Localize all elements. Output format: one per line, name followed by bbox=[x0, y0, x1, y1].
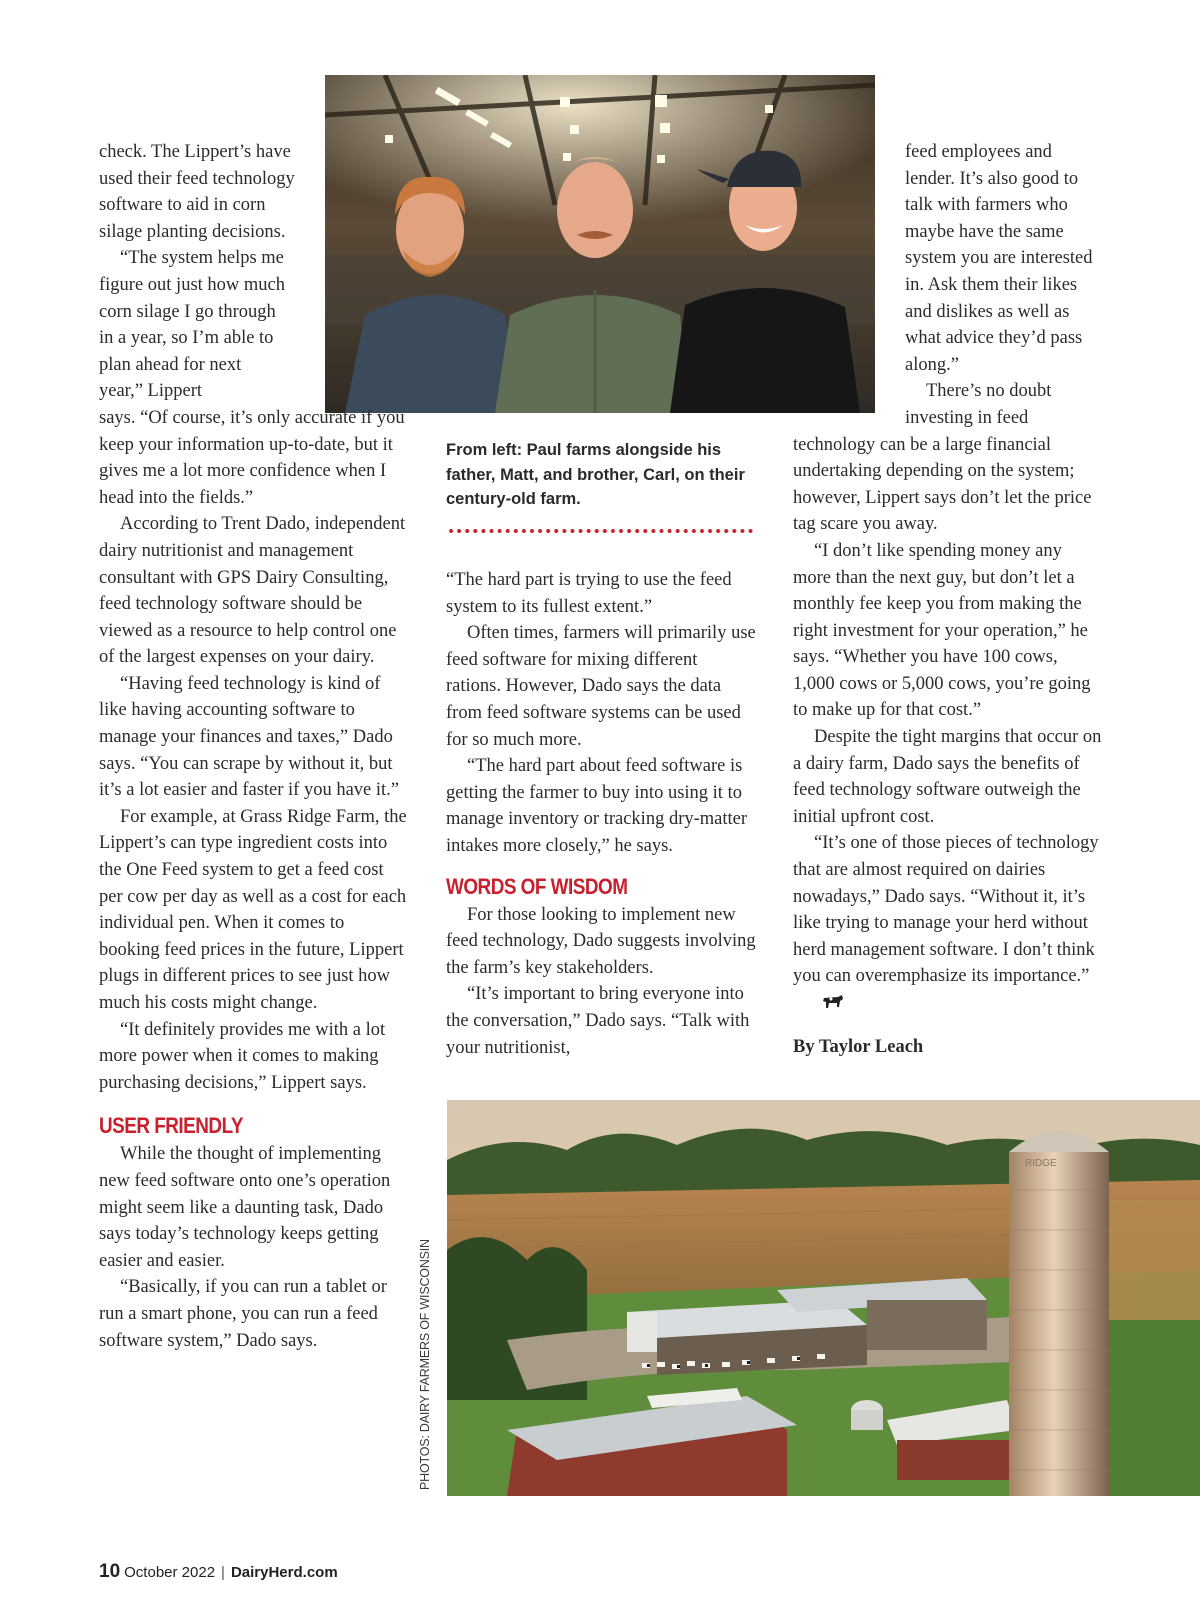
paragraph: check. The Lippert’s have used their feed technology software to aid in corn silage planting decisions. bbox=[99, 142, 295, 242]
page-number: 10 bbox=[99, 1561, 121, 1582]
paragraph bbox=[793, 830, 1103, 1018]
paragraph: There’s no doubt investing in feed bbox=[905, 381, 1052, 428]
paragraph-text: “It’s one of those pieces of technology that are almost required on dairies nowadays,” Dado says. “Without it, it’s like trying to manage your herd without herd management software. I don’t think you can overemphasize its importance.” bbox=[793, 833, 1099, 987]
paragraph: For those looking to implement new feed technology, Dado suggests involving the farm’s key stakeholders. bbox=[446, 904, 756, 978]
paragraph: While the thought of implementing new feed software onto one’s operation might seem like a daunting task, Dado says today’s technology keeps getting easier and easier. bbox=[99, 1144, 391, 1271]
column-left bbox=[99, 139, 409, 1354]
paragraph: According to Trent Dado, independent dairy nutritionist and management consultant with GPS Dairy Consulting, feed technology software should be viewed as a resource to help control one of the largest expenses on your dairy. bbox=[99, 514, 406, 668]
paragraph: “I don’t like spending money any more than the next guy, but don’t let a monthly fee keep you from making the right investment for your operation,” he says. “Whether you have 100 cows, 1,000 cows or 5,000 cows, you’re going to make up for that cost.” bbox=[793, 540, 1091, 721]
paragraph: “It’s important to bring everyone into the conversation,” Dado says. “Talk with your nutritionist, bbox=[446, 984, 750, 1058]
paragraph: “Basically, if you can run a tablet or run a smart phone, you can run a feed software system,” Dado says. bbox=[99, 1277, 387, 1351]
photo-credit: PHOTOS: DAIRY FARMERS OF WISCONSIN bbox=[418, 1239, 432, 1490]
byline: By Taylor Leach bbox=[793, 1036, 924, 1057]
footer-separator: | bbox=[221, 1564, 225, 1581]
paragraph: feed employees and lender. It’s also good to talk with farmers who maybe have the same system you are interested in. Ask them their likes and dislikes as well as what advice they’d pass along.” bbox=[905, 142, 1093, 375]
paragraph: “It definitely provides me with a lot more power when it comes to making purchasing decisions,” Lippert says. bbox=[99, 1019, 386, 1093]
section-heading-words-of-wisdom: WORDS OF WISDOM bbox=[446, 873, 628, 899]
site-name: DairyHerd.com bbox=[230, 1564, 338, 1581]
page-footer bbox=[99, 1561, 338, 1583]
dotted-divider bbox=[447, 528, 755, 534]
column-middle bbox=[446, 567, 756, 1061]
issue-date: October 2022 bbox=[124, 1564, 216, 1581]
photo-caption: From left: Paul farms alongside his father, Matt, and brother, Carl, on their century-old farm. bbox=[446, 441, 745, 508]
paragraph: For example, at Grass Ridge Farm, the Lippert’s can type ingredient costs into the One Feed system to get a feed cost per cow per day as well as a cost for each individual pen. When it comes to booking feed prices in the future, Lippert plugs in different prices to see just how much his costs might change. bbox=[99, 806, 407, 1013]
paragraph: technology can be a large financial undertaking depending on the system; however, Lippert says don’t let the price tag scare you away. bbox=[793, 434, 1092, 535]
paragraph: “The hard part about feed software is getting the farmer to buy into using it to manage inventory or tracking dry-matter intakes more closely,” he says. bbox=[446, 756, 748, 856]
paragraph: “The hard part is trying to use the feed system to its fullest extent.” bbox=[446, 570, 732, 617]
cow-end-mark-icon bbox=[801, 992, 844, 1019]
paragraph: says. “Of course, it’s only accurate if you keep your information up-to-date, but it gives me a lot more confidence when I head into the fields.” bbox=[99, 407, 405, 508]
paragraph: Often times, farmers will primarily use feed software for mixing different rations. However, Dado says the data from feed software systems can be used for so much more. bbox=[446, 623, 756, 750]
column-right bbox=[793, 139, 1103, 1060]
silo-lettering: RIDGE bbox=[1025, 1158, 1057, 1169]
paragraph: “Having feed technology is kind of like having accounting software to manage your finances and taxes,” Dado says. “You can scrape by without it, but it’s a lot easier and faster if you have it.” bbox=[99, 673, 400, 801]
section-heading-user-friendly: USER FRIENDLY bbox=[99, 1113, 243, 1139]
paragraph: Despite the tight margins that occur on a dairy farm, Dado says the benefits of feed technology software outweigh the initial upfront cost. bbox=[793, 727, 1102, 827]
photo-farm-aerial bbox=[447, 1100, 1200, 1496]
paragraph: “The system helps me figure out just how much corn silage I go through in a year, so I’m able to plan ahead for next year,” Lippert bbox=[99, 248, 286, 402]
